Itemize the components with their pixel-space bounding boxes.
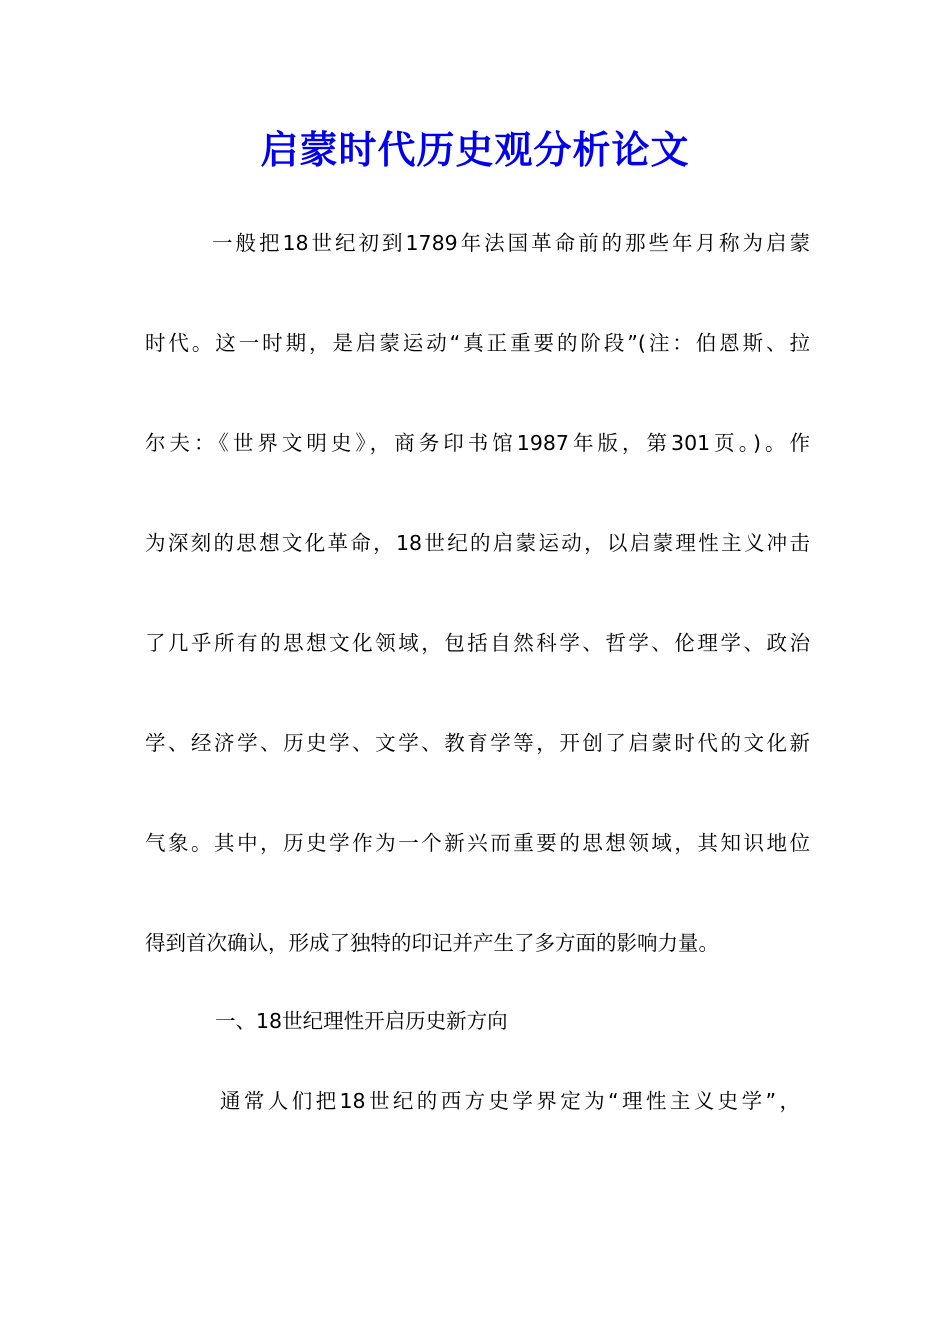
paragraph-1-line-3: 尔夫：《世界文明史》，商务印书馆1987年版，第301页。)。作 [145, 431, 810, 455]
paragraph-1-line-4: 为深刻的思想文化革命，18世纪的启蒙运动，以启蒙理性主义冲击 [145, 531, 810, 555]
section-heading: 一、18世纪理性开启历史新方向 [215, 1009, 508, 1033]
paragraph-1-line-5: 了几乎所有的思想文化领域，包括自然科学、哲学、伦理学、政治 [145, 631, 810, 655]
paragraph-1-line-1: 一般把18世纪初到1789年法国革命前的那些年月称为启蒙 [212, 231, 810, 255]
paragraph-2-line-1: 通常人们把18世纪的西方史学界定为“理性主义史学”， [220, 1089, 800, 1113]
paragraph-1-line-7: 气象。其中，历史学作为一个新兴而重要的思想领域，其知识地位 [145, 831, 810, 855]
paragraph-1-line-8: 得到首次确认，形成了独特的印记并产生了多方面的影响力量。 [145, 931, 719, 955]
paragraph-1-line-6: 学、经济学、历史学、文学、教育学等，开创了启蒙时代的文化新 [145, 731, 810, 755]
paragraph-1-line-2: 时代。这一时期，是启蒙运动“真正重要的阶段”(注：伯恩斯、拉 [145, 331, 810, 355]
document-title: 启蒙时代历史观分析论文 [260, 127, 690, 172]
